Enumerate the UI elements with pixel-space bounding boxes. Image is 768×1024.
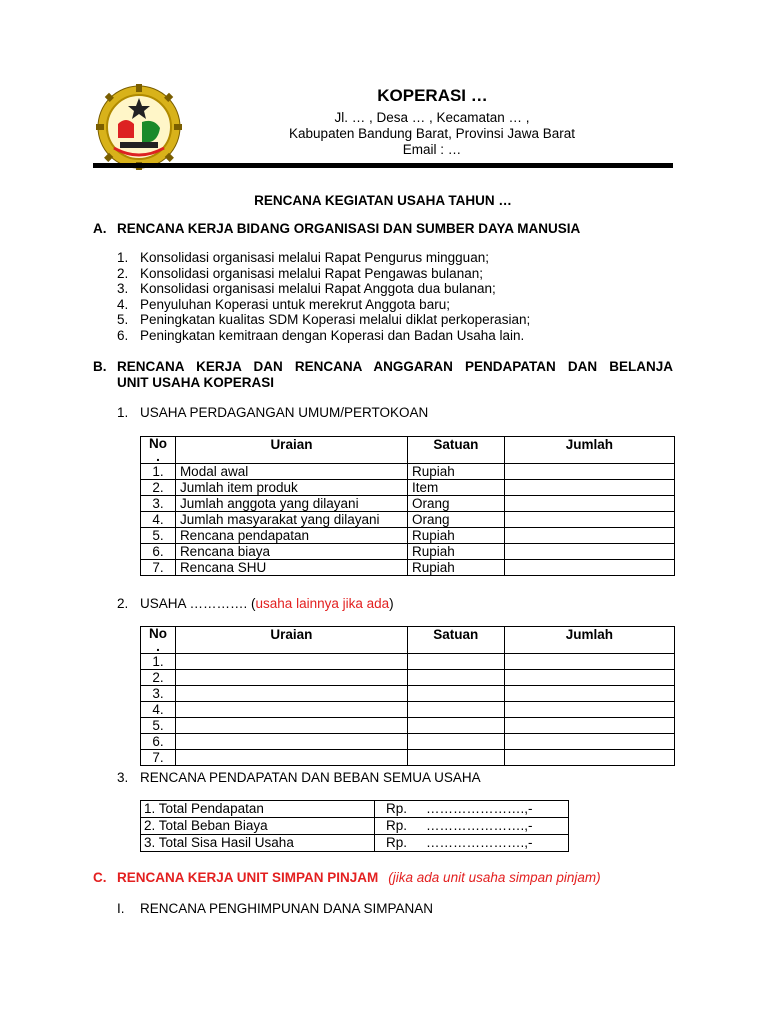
cell-jumlah: [504, 654, 674, 670]
table-row: [141, 686, 675, 702]
table-header-row: [141, 627, 675, 654]
table-usaha-lain: [140, 626, 675, 766]
totals-table: [140, 800, 569, 852]
email-line: Email : …: [402, 142, 462, 157]
subsection-b2-label: USAHA ………….: [140, 596, 248, 611]
cell-no: 2.: [141, 670, 176, 686]
list-item: [117, 266, 530, 282]
cell-jumlah: [504, 528, 674, 544]
section-c-letter: C.: [93, 870, 107, 885]
totals-value: ………………….,-: [426, 818, 533, 833]
section-a-title: RENCANA KERJA BIDANG ORGANISASI DAN SUMBER DAYA MANUSIA: [117, 221, 581, 236]
section-c-title: RENCANA KERJA UNIT SIMPAN PINJAM: [117, 870, 379, 885]
address-line-1: Jl. … , Desa … , Kecamatan … ,: [334, 110, 530, 125]
header-divider: [93, 163, 673, 168]
totals-value: ………………….,-: [426, 835, 533, 850]
cell-no: 3.: [141, 686, 176, 702]
cell-no: 1.: [141, 464, 176, 480]
cell-no: 7.: [141, 750, 176, 766]
table-row: [141, 702, 675, 718]
totals-value-cell: [375, 835, 569, 852]
cell-satuan: Rupiah: [407, 544, 504, 560]
table-row: [141, 480, 675, 496]
table-row: [141, 512, 675, 528]
table-row: [141, 670, 675, 686]
cell-jumlah: [504, 496, 674, 512]
cell-no: 6.: [141, 544, 176, 560]
subsection-b3: [117, 770, 481, 785]
totals-label: 1. Total Pendapatan: [141, 801, 375, 818]
section-b-letter: B.: [93, 359, 107, 374]
cell-no: 4.: [141, 512, 176, 528]
subsection-c1: [117, 901, 433, 916]
cell-satuan: Orang: [407, 496, 504, 512]
cell-satuan: Rupiah: [407, 528, 504, 544]
cell-uraian: Rencana pendapatan: [175, 528, 407, 544]
totals-row: [141, 801, 569, 818]
col-no-label: No: [148, 626, 167, 641]
cell-uraian: [175, 750, 407, 766]
list-item-num: 1.: [117, 250, 129, 265]
list-item-num: 3.: [117, 281, 129, 296]
cell-no: 5.: [141, 528, 176, 544]
cell-no: 4.: [141, 702, 176, 718]
cell-satuan: Orang: [407, 512, 504, 528]
section-c-note: (jika ada unit usaha simpan pinjam): [388, 870, 601, 885]
list-item: [117, 250, 530, 266]
col-no-label-dot: .: [156, 639, 160, 654]
col-satuan-header: Satuan: [407, 627, 504, 654]
cell-jumlah: [504, 560, 674, 576]
list-item-text: Peningkatan kualitas SDM Koperasi melalui diklat perkoperasian;: [140, 312, 531, 327]
list-item: [117, 297, 530, 313]
totals-currency: Rp.: [386, 818, 408, 833]
totals-currency: Rp.: [386, 835, 408, 850]
cell-satuan: [407, 686, 504, 702]
cell-jumlah: [504, 464, 674, 480]
cell-jumlah: [504, 734, 674, 750]
cell-uraian: [175, 734, 407, 750]
cell-uraian: Jumlah anggota yang dilayani: [175, 496, 407, 512]
list-item-text: Penyuluhan Koperasi untuk merekrut Anggota baru;: [140, 296, 450, 312]
koperasi-emblem-icon: [96, 84, 182, 170]
totals-value-cell: [375, 801, 569, 818]
section-a-list: [117, 250, 530, 343]
list-item-text: Konsolidasi organisasi melalui Rapat Pengawas bulanan;: [140, 265, 483, 281]
cell-satuan: Rupiah: [407, 464, 504, 480]
list-item-num: 6.: [117, 327, 129, 343]
table-row: [141, 560, 675, 576]
cell-jumlah: [504, 670, 674, 686]
table-row: [141, 734, 675, 750]
cell-satuan: [407, 718, 504, 734]
cell-jumlah: [504, 750, 674, 766]
table-perdagangan: [140, 436, 675, 576]
subsection-b3-label: RENCANA PENDAPATAN DAN BEBAN SEMUA USAHA: [140, 770, 481, 785]
list-item: [117, 328, 530, 344]
cell-uraian: Modal awal: [175, 464, 407, 480]
subsection-b1-num: 1.: [117, 405, 129, 420]
subsection-b2-num: 2.: [117, 596, 129, 611]
col-no-header: [141, 627, 176, 654]
cell-satuan: [407, 654, 504, 670]
col-no-label: No: [148, 436, 167, 451]
totals-label: 3. Total Sisa Hasil Usaha: [141, 835, 375, 852]
list-item-text: Peningkatan kemitraan dengan Koperasi dan Badan Usaha lain.: [140, 327, 525, 343]
subsection-c1-num: I.: [117, 901, 125, 916]
subsection-b2-close-paren: ): [389, 596, 394, 611]
cell-satuan: Rupiah: [407, 560, 504, 576]
cell-no: 7.: [141, 560, 176, 576]
col-satuan-header: Satuan: [407, 437, 504, 464]
cell-no: 6.: [141, 734, 176, 750]
cell-no: 5.: [141, 718, 176, 734]
cell-no: 3.: [141, 496, 176, 512]
table-row: [141, 464, 675, 480]
cell-jumlah: [504, 480, 674, 496]
cell-jumlah: [504, 702, 674, 718]
cell-uraian: Rencana biaya: [175, 544, 407, 560]
cell-uraian: [175, 670, 407, 686]
table-row: [141, 718, 675, 734]
list-item-num: 2.: [117, 265, 129, 281]
totals-row: [141, 835, 569, 852]
totals-value-cell: [375, 818, 569, 835]
cell-satuan: [407, 702, 504, 718]
cell-satuan: [407, 670, 504, 686]
col-jumlah-header: Jumlah: [504, 627, 674, 654]
subsection-c1-label: RENCANA PENGHIMPUNAN DANA SIMPANAN: [140, 901, 434, 916]
cell-no: 2.: [141, 480, 176, 496]
totals-currency: Rp.: [386, 801, 408, 816]
subsection-b2-note: usaha lainnya jika ada: [255, 596, 390, 611]
section-b-heading: [93, 359, 673, 391]
list-item-num: 4.: [117, 296, 129, 312]
table-row: [141, 750, 675, 766]
subsection-b1: [117, 405, 428, 420]
cell-uraian: [175, 686, 407, 702]
cell-uraian: Jumlah masyarakat yang dilayani: [175, 512, 407, 528]
cell-uraian: [175, 654, 407, 670]
cell-uraian: Jumlah item produk: [175, 480, 407, 496]
subsection-b3-num: 3.: [117, 770, 129, 785]
cell-satuan: Item: [407, 480, 504, 496]
subsection-b1-label: USAHA PERDAGANGAN UMUM/PERTOKOAN: [140, 405, 429, 420]
col-no-label-dot: .: [156, 449, 160, 464]
cell-jumlah: [504, 686, 674, 702]
col-uraian-header: Uraian: [175, 627, 407, 654]
cell-uraian: [175, 718, 407, 734]
list-item: [117, 312, 530, 328]
cell-uraian: [175, 702, 407, 718]
list-item-text: Konsolidasi organisasi melalui Rapat Pengurus mingguan;: [140, 250, 489, 265]
list-item: [117, 281, 530, 297]
totals-row: [141, 818, 569, 835]
cell-jumlah: [504, 718, 674, 734]
section-a-letter: A.: [93, 221, 107, 236]
section-b-title-line1: RENCANA KERJA DAN RENCANA ANGGARAN PENDAPATAN DAN BELANJA: [117, 359, 673, 374]
totals-label: 2. Total Beban Biaya: [141, 818, 375, 835]
cell-no: 1.: [141, 654, 176, 670]
table-header-row: [141, 437, 675, 464]
col-jumlah-header: Jumlah: [504, 437, 674, 464]
cell-jumlah: [504, 512, 674, 528]
list-item-num: 5.: [117, 312, 129, 327]
section-b-title-line2: UNIT USAHA KOPERASI: [117, 375, 275, 390]
table-row: [141, 496, 675, 512]
table-row: [141, 544, 675, 560]
list-item-text: Konsolidasi organisasi melalui Rapat Anggota dua bulanan;: [140, 281, 496, 296]
cell-uraian: Rencana SHU: [175, 560, 407, 576]
section-a-heading: [93, 221, 580, 236]
cell-satuan: [407, 734, 504, 750]
document-title: RENCANA KEGIATAN USAHA TAHUN …: [254, 193, 512, 208]
cell-jumlah: [504, 544, 674, 560]
col-no-header: [141, 437, 176, 464]
section-c-heading: [93, 870, 601, 885]
table-row: [141, 654, 675, 670]
cell-satuan: [407, 750, 504, 766]
address-line-2: Kabupaten Bandung Barat, Provinsi Jawa Barat: [289, 126, 575, 141]
org-name: KOPERASI …: [377, 86, 488, 105]
table-row: [141, 528, 675, 544]
totals-value: ………………….,-: [426, 801, 533, 816]
col-uraian-header: Uraian: [175, 437, 407, 464]
subsection-b2-open-paren: (: [247, 596, 256, 611]
subsection-b2: [117, 596, 394, 611]
